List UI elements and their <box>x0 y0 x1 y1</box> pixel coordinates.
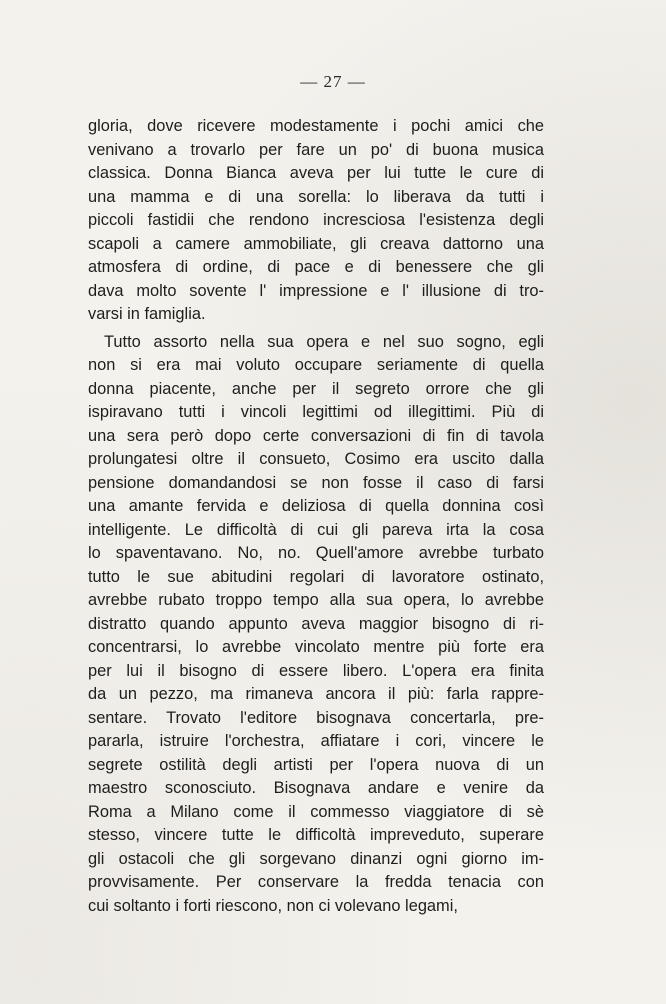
text-line: una amante fervida e deliziosa di quella donnina così <box>88 497 544 515</box>
text-line: scapoli a camere ammobiliate, gli creava dattorno una <box>88 234 544 253</box>
text-line: Roma a Milano come il commesso viaggiatore di sè <box>88 802 544 821</box>
paragraph <box>88 331 544 919</box>
text-line: gloria, dove ricevere modestamente i pochi amici che <box>88 117 544 135</box>
text-line: classica. Donna Bianca aveva per lui tutte le cure di <box>88 164 544 182</box>
paragraph <box>88 115 544 327</box>
text-line: tutto le sue abitudini regolari di lavoratore ostinato, <box>88 567 544 586</box>
text-line: distratto quando appunto aveva maggior bisogno di ri- <box>88 614 544 633</box>
text-line: pararla, istruire l'orchestra, affiatare i cori, vincere le <box>88 732 544 750</box>
text-line: atmosfera di ordine, di pace e di benessere che gli <box>88 258 544 276</box>
text-line: venivano a trovarlo per fare un po' di buona musica <box>88 140 544 159</box>
body-text <box>88 115 544 918</box>
text-line: sentare. Trovato l'editore bisognava concertarla, pre- <box>88 708 544 727</box>
text-line: cui soltanto i forti riescono, non ci volevano legami, <box>88 896 458 915</box>
text-line: donna piacente, anche per il segreto orrore che gli <box>88 379 544 398</box>
page-number: — 27 — <box>300 72 366 91</box>
text-line: concentrarsi, lo avrebbe vincolato mentre più forte era <box>88 638 544 656</box>
text-line: prolungatesi oltre il consueto, Cosimo era uscito dalla <box>88 450 544 468</box>
text-line: dava molto sovente l' impressione e l' illusione di tro- <box>88 281 544 300</box>
text-line: una mamma e di una sorella: lo liberava da tutti i <box>88 187 544 206</box>
text-line: maestro sconosciuto. Bisognava andare e venire da <box>88 779 544 797</box>
text-line: ispiravano tutti i vincoli legittimi od illegittimi. Più di <box>88 403 544 421</box>
text-line: pensione domandandosi se non fosse il caso di farsi <box>88 473 544 492</box>
text-line: Tutto assorto nella sua opera e nel suo sogno, egli <box>104 332 544 351</box>
text-line: avrebbe rubato troppo tempo alla sua opera, lo avrebbe <box>88 591 544 609</box>
text-line: non si era mai voluto occupare seriamente di quella <box>88 356 544 374</box>
text-line: piccoli fastidii che rendono incresciosa l'esistenza degli <box>88 211 544 229</box>
text-line: segrete ostilità degli artisti per l'opera nuova di un <box>88 755 544 774</box>
text-line: provvisamente. Per conservare la fredda tenacia con <box>88 873 544 891</box>
text-line: per lui il bisogno di essere libero. L'opera era finita <box>88 661 544 680</box>
text-line: varsi in famiglia. <box>88 305 206 323</box>
text-line: una sera però dopo certe conversazioni di fin di tavola <box>88 426 544 445</box>
text-line: stesso, vincere tutte le difficoltà impreveduto, superare <box>88 826 544 844</box>
text-line: intelligente. Le difficoltà di cui gli pareva irta la cosa <box>88 520 544 539</box>
text-line: da un pezzo, ma rimaneva ancora il più: farla rappre- <box>88 685 544 703</box>
text-line: lo spaventavano. No, no. Quell'amore avrebbe turbato <box>88 544 544 562</box>
text-line: gli ostacoli che gli sorgevano dinanzi ogni giorno im- <box>88 849 544 868</box>
